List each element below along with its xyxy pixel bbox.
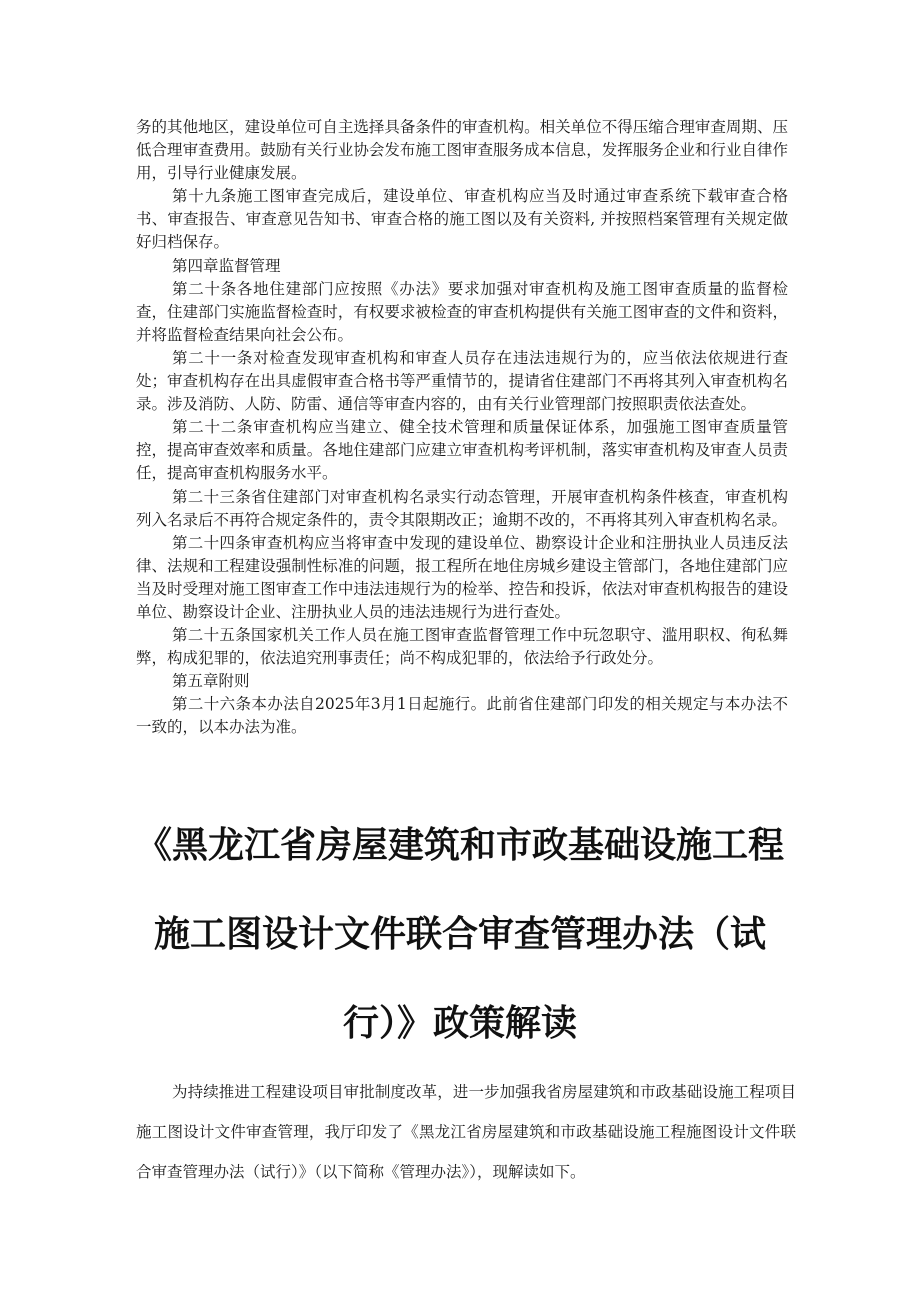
article-24: 第二十四条审查机构应当将审查中发现的建设单位、勘察设计企业和注册执业人员违反法律、法规和工程建设强制性标准的问题，报工程所在地住房城乡建设主管部门，各地住建部门应当及时受理对施工图审查工作中违法违规行为的检举、控告和投诉，依法对审查机构报告的建设单位、勘察设计企业、注册执业人员的违法违规行为进行查处。 [136, 533, 788, 621]
article-22: 第二十二条审查机构应当建立、健全技术管理和质量保证体系，加强施工图审查质量管控，提高审查效率和质量。各地住建部门应建立审查机构考评机制，落实审查机构及审查人员责任，提高审查机构服务水平。 [136, 418, 788, 483]
article-19: 第十九条施工图审查完成后，建设单位、审查机构应当及时通过审查系统下载审查合格书、审查报告、审查意见告知书、审查合格的施工图以及有关资料, 并按照档案管理有关规定做好归档保存。 [136, 187, 788, 252]
article-26: 第二十六条本办法自2025年3月1日起施行。此前省住建部门印发的相关规定与本办法不一致的，以本办法为准。 [136, 695, 788, 737]
policy-title-line-2: 施工图设计文件联合审查管理办法（试 [153, 914, 766, 955]
chapter-5-heading: 第五章附则 [172, 672, 250, 691]
chapter-4-heading: 第四章监督管理 [172, 256, 281, 275]
policy-title-line-1: 《黑龙江省房屋建筑和市政基础设施工程 [135, 825, 784, 866]
policy-title-line-3: 行）》政策解读 [342, 1003, 577, 1044]
article-21: 第二十一条对检查发现审查机构和审查人员存在违法违规行为的，应当依法依规进行查处；审查机构存在出具虚假审查合格书等严重情节的，提请省住建部门不再将其列入审查机构名录。涉及消防、人防、防雷、通信等审查内容的，由有关行业管理部门按照职责依法查处。 [136, 348, 788, 414]
article-25: 第二十五条国家机关工作人员在施工图审查监督管理工作中玩忽职守、滥用职权、徇私舞弊，构成犯罪的，依法追究刑事责任；尚不构成犯罪的，依法给予行政处分。 [136, 626, 788, 668]
paragraph-continuation: 务的其他地区，建设单位可自主选择具备条件的审查机构。相关单位不得压缩合理审查周期、压低合理审查费用。鼓励有关行业协会发布施工图审查服务成本信息，发挥服务企业和行业自律作用，引导行业健康发展。 [136, 118, 788, 183]
interpretation-intro [136, 1072, 796, 1192]
intro-paragraph: 为持续推进工程建设项目审批制度改革，进一步加强我省房屋建筑和市政基础设施工程项目施工图设计文件审查管理，我厅印发了《黑龙江省房屋建筑和市政基础设施工程施图设计文件联合审查管理办法（试行）》（以下简称《管理办法》），现解读如下。 [136, 1083, 796, 1181]
article-20: 第二十条各地住建部门应按照《办法》要求加强对审查机构及施工图审查质量的监督检查，住建部门实施监督检查时，有权要求被检查的审查机构提供有关施工图审查的文件和资料，并将监督检查结果向社会公布。 [136, 279, 788, 344]
regulation-body [136, 116, 788, 740]
article-23: 第二十三条省住建部门对审查机构名录实行动态管理，开展审查机构条件核查，审查机构列入名录后不再符合规定条件的，责令其限期改正；逾期不改的，不再将其列入审查机构名录。 [136, 487, 788, 529]
